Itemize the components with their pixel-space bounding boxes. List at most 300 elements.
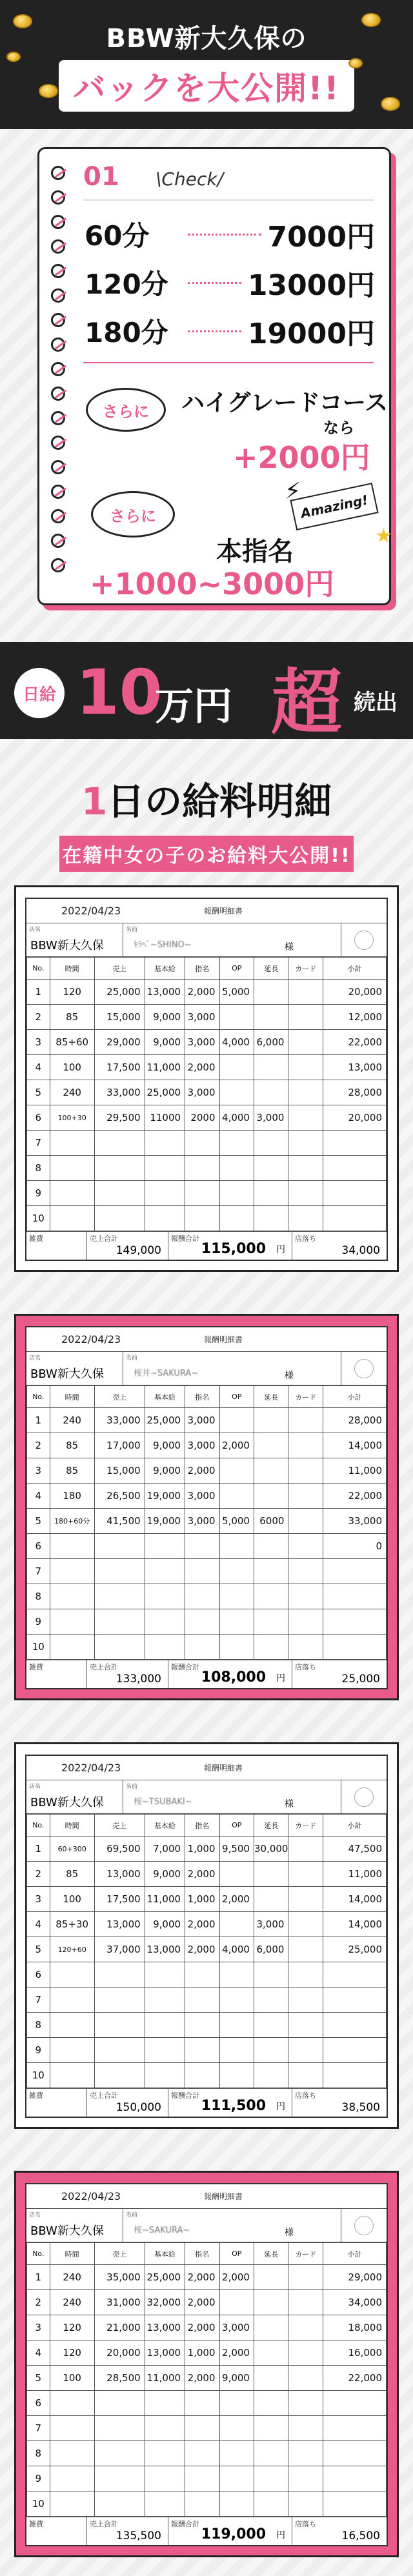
slip-date: 2022/04/23: [61, 1762, 121, 1774]
table-cell: [185, 1156, 219, 1181]
table-cell: [219, 2466, 254, 2491]
table-cell: [254, 2063, 288, 2088]
table-cell: 1,000: [185, 1836, 219, 1862]
hoshu-total: 119,000: [201, 2526, 266, 2542]
yen-label: 円: [276, 1673, 285, 1684]
divider: [83, 362, 374, 363]
table-cell: 180+60分: [50, 1509, 94, 1534]
table-cell: 17,500: [94, 1887, 145, 1912]
banner-unit: 万円: [155, 684, 232, 729]
table-cell: [185, 1609, 219, 1635]
slip-name-row: [26, 2209, 387, 2242]
table-cell: [219, 1987, 254, 2013]
slip-header: [26, 1756, 387, 1780]
ring-icon: [51, 485, 65, 499]
table-cell: [288, 2491, 323, 2517]
shop-name: BBW新大久保: [30, 1796, 104, 1809]
table-cell: [219, 1559, 254, 1584]
banner-cho: 超: [271, 661, 342, 744]
column-header: 基本給: [145, 1815, 185, 1836]
table-cell: [219, 1609, 254, 1635]
slip-date: 2022/04/23: [61, 905, 121, 917]
uriage-label: 売上合計: [90, 2520, 118, 2528]
tenbo-cell: [292, 2517, 387, 2545]
table-cell: [254, 2315, 288, 2340]
table-cell: [219, 1080, 254, 1105]
table-cell: 11,000: [323, 1862, 386, 1887]
table-cell: 120+60: [50, 1937, 94, 1962]
table-cell: 0: [323, 1534, 386, 1559]
column-header: 小計: [323, 958, 386, 980]
table-cell: [145, 1156, 185, 1181]
table-cell: 9: [27, 1181, 50, 1206]
column-header: 売上: [94, 1386, 145, 1408]
ring-icon: [51, 215, 65, 229]
table-cell: 6,000: [254, 1937, 288, 1962]
table-row: [27, 2315, 387, 2340]
table-cell: [185, 2038, 219, 2063]
table-cell: [94, 2013, 145, 2038]
table-cell: [323, 1181, 386, 1206]
table-cell: [288, 1635, 323, 1660]
table-cell: 120: [50, 2315, 94, 2340]
table-cell: [94, 1206, 145, 1231]
tenbo-label: 店落ち: [295, 2091, 316, 2100]
table-cell: 2,000: [219, 2265, 254, 2290]
table-cell: [254, 1534, 288, 1559]
column-header: 時間: [50, 958, 94, 980]
table-cell: 3: [27, 1030, 50, 1055]
table-cell: [254, 1609, 288, 1635]
table-row: [27, 1836, 387, 1862]
table-cell: 14,000: [323, 1433, 386, 1458]
table-row: [27, 2466, 387, 2491]
table-cell: 4: [27, 1912, 50, 1937]
table-cell: [254, 1987, 288, 2013]
column-header: No.: [27, 2243, 50, 2265]
zakkyo-label: 雑費: [29, 1663, 43, 1671]
table-cell: 33,000: [94, 1080, 145, 1105]
ring-icon: [51, 558, 65, 572]
table-cell: [145, 1635, 185, 1660]
table-cell: 28,500: [94, 2366, 145, 2391]
hoshu-cell: [168, 1660, 292, 1688]
table-cell: 10: [27, 1635, 50, 1660]
tenbo-total: 25,000: [341, 1673, 380, 1685]
table-cell: 29,000: [323, 2265, 386, 2290]
table-cell: 25,000: [145, 1408, 185, 1433]
table-cell: [145, 2416, 185, 2441]
table-row: [27, 1559, 387, 1584]
coin-icon: [39, 84, 58, 98]
hoshu-label: 報酬合計: [171, 1234, 199, 1243]
table-row: [27, 2491, 387, 2517]
table-cell: [288, 1433, 323, 1458]
table-cell: 22,000: [323, 2366, 386, 2391]
table-cell: [288, 1458, 323, 1484]
slip-table: [26, 2242, 387, 2517]
table-row: [27, 2038, 387, 2063]
stamp-icon: [354, 1787, 374, 1807]
table-cell: [94, 2491, 145, 2517]
table-cell: [288, 1836, 323, 1862]
table-cell: 9,000: [145, 1005, 185, 1030]
table-cell: 3,000: [254, 1105, 288, 1131]
column-header: OP: [219, 958, 254, 980]
table-cell: 2,000: [185, 1862, 219, 1887]
pay-slip: [14, 2171, 399, 2557]
table-cell: [254, 1433, 288, 1458]
divider: [83, 199, 374, 201]
column-header: 小計: [323, 1815, 386, 1836]
table-cell: [50, 1181, 94, 1206]
table-cell: 17,500: [94, 1055, 145, 1080]
table-cell: 1,000: [185, 1887, 219, 1912]
table-cell: 33,000: [323, 1509, 386, 1534]
table-cell: 29,500: [94, 1105, 145, 1131]
table-cell: 240: [50, 2265, 94, 2290]
table-cell: [323, 2491, 386, 2517]
table-cell: [323, 2038, 386, 2063]
table-cell: [219, 1484, 254, 1509]
column-header: 延長: [254, 958, 288, 980]
table-cell: [288, 1887, 323, 1912]
table-cell: [185, 1635, 219, 1660]
table-cell: [50, 2491, 94, 2517]
table-cell: [219, 2491, 254, 2517]
slip-name-row: [26, 923, 387, 957]
table-cell: [288, 1962, 323, 1987]
tenbo-cell: [292, 1232, 387, 1260]
price-row: [85, 262, 375, 303]
header-title-line1: BBW新大久保の: [106, 23, 307, 54]
slip-header: [26, 899, 387, 923]
column-header: 時間: [50, 2243, 94, 2265]
dotted-leader: [188, 282, 241, 284]
table-row: [27, 1534, 387, 1559]
table-cell: 14,000: [323, 1887, 386, 1912]
table-cell: 15,000: [94, 1005, 145, 1030]
ring-icon: [51, 509, 65, 523]
table-cell: 32,000: [145, 2290, 185, 2315]
table-cell: 100: [50, 2366, 94, 2391]
table-cell: 85: [50, 1005, 94, 1030]
column-header: 時間: [50, 1386, 94, 1408]
table-cell: 16,000: [323, 2340, 386, 2366]
hoshu-label: 報酬合計: [171, 2520, 199, 2528]
amazing-tag: Amazing!: [290, 483, 378, 530]
banner-zokushutsu: 続出: [354, 690, 398, 716]
table-cell: 34,000: [323, 2290, 386, 2315]
table-cell: [145, 2391, 185, 2416]
table-cell: 17,000: [94, 1433, 145, 1458]
hoshu-total: 111,500: [201, 2098, 266, 2114]
table-cell: 3,000: [185, 1030, 219, 1055]
table-cell: [219, 1534, 254, 1559]
uriage-total: 133,000: [116, 1673, 161, 1685]
slip-sheet: [25, 1326, 388, 1689]
banner-number: 10: [76, 656, 163, 729]
yen-label: 円: [276, 2102, 285, 2112]
column-header: 延長: [254, 1815, 288, 1836]
sama-label: 様: [285, 942, 294, 952]
table-cell: 9,000: [145, 1912, 185, 1937]
table-cell: [288, 1105, 323, 1131]
table-cell: [145, 2441, 185, 2466]
table-cell: 9,000: [219, 2366, 254, 2391]
slip-table: [26, 1385, 387, 1660]
table-cell: [254, 1887, 288, 1912]
table-cell: [254, 1005, 288, 1030]
slip-sheet: [25, 2183, 388, 2546]
table-cell: [94, 1559, 145, 1584]
hoshu-label: 報酬合計: [171, 2091, 199, 2100]
table-cell: 2,000: [185, 980, 219, 1005]
table-cell: [219, 1584, 254, 1609]
table-cell: [254, 2366, 288, 2391]
table-cell: 4: [27, 1055, 50, 1080]
table-cell: 6: [27, 1962, 50, 1987]
price-row: [85, 310, 375, 352]
uriage-total: 135,500: [116, 2530, 161, 2542]
table-cell: 6: [27, 1105, 50, 1131]
table-cell: [145, 2491, 185, 2517]
yen-label: 円: [276, 1245, 285, 1255]
table-cell: 60+300: [50, 1836, 94, 1862]
table-cell: 6,000: [254, 1030, 288, 1055]
table-cell: [254, 1080, 288, 1105]
slip-footer: [26, 1660, 387, 1688]
table-cell: 5: [27, 1080, 50, 1105]
slip-sheet: [25, 1755, 388, 2118]
shop-cell: [26, 1780, 123, 1813]
table-cell: 25,000: [145, 2265, 185, 2290]
name-cell: [123, 1352, 341, 1385]
table-cell: [94, 1987, 145, 2013]
table-cell: [254, 1408, 288, 1433]
table-row: [27, 1080, 387, 1105]
column-header: 指名: [185, 958, 219, 980]
table-cell: [254, 2466, 288, 2491]
tenbo-cell: [292, 1660, 387, 1688]
column-header: 基本給: [145, 2243, 185, 2265]
table-cell: [254, 1458, 288, 1484]
shop-label: 店名: [29, 1355, 41, 1362]
table-cell: [254, 1156, 288, 1181]
table-cell: [288, 1131, 323, 1156]
table-cell: 2000: [185, 1105, 219, 1131]
table-cell: 5: [27, 1937, 50, 1962]
table-cell: [323, 1962, 386, 1987]
slip-table: [26, 957, 387, 1231]
table-cell: 2,000: [219, 2340, 254, 2366]
table-cell: [50, 1609, 94, 1635]
column-header: 指名: [185, 1815, 219, 1836]
table-cell: [323, 1559, 386, 1584]
table-cell: [288, 1408, 323, 1433]
yen-label: 円: [276, 2530, 285, 2541]
table-cell: [288, 1912, 323, 1937]
table-row: [27, 1962, 387, 1987]
table-row: [27, 1912, 387, 1937]
table-cell: [185, 1987, 219, 2013]
table-cell: [254, 1635, 288, 1660]
column-header: 売上: [94, 1815, 145, 1836]
table-cell: [50, 1635, 94, 1660]
table-cell: 35,000: [94, 2265, 145, 2290]
table-cell: 4,000: [219, 1105, 254, 1131]
table-cell: 10: [27, 1206, 50, 1231]
stamp-cell: [341, 1780, 387, 1813]
table-cell: [288, 1030, 323, 1055]
column-header: 小計: [323, 2243, 386, 2265]
tenbo-cell: [292, 2089, 387, 2117]
table-cell: [288, 980, 323, 1005]
table-cell: 33,000: [94, 1408, 145, 1433]
table-cell: 20,000: [94, 2340, 145, 2366]
table-row: [27, 1030, 387, 1055]
breakdown-title-num: 1: [81, 780, 108, 823]
table-cell: 85: [50, 1862, 94, 1887]
column-header: カード: [288, 2243, 323, 2265]
ring-icon: [51, 362, 65, 376]
table-cell: [94, 2391, 145, 2416]
column-header: 指名: [185, 1386, 219, 1408]
uriage-cell: [87, 1232, 168, 1260]
price-time: 60分: [85, 220, 150, 252]
table-cell: [145, 1609, 185, 1635]
table-cell: [219, 1912, 254, 1937]
table-cell: 7: [27, 1987, 50, 2013]
girl-name: 桜井~SAKURA~: [134, 1369, 199, 1378]
table-cell: 2,000: [185, 2366, 219, 2391]
table-cell: 28,000: [323, 1408, 386, 1433]
table-cell: [145, 2013, 185, 2038]
dotted-leader: [188, 330, 241, 332]
table-cell: 3,000: [185, 1408, 219, 1433]
table-cell: 20,000: [323, 1105, 386, 1131]
table-cell: [185, 1181, 219, 1206]
slip-doc-title: 報酬明細書: [203, 2192, 243, 2201]
table-cell: [323, 2416, 386, 2441]
tenbo-total: 38,500: [341, 2101, 380, 2114]
coin-icon: [348, 58, 363, 68]
column-header: カード: [288, 1386, 323, 1408]
shop-name: BBW新大久保: [30, 939, 104, 952]
table-cell: [50, 2416, 94, 2441]
slip-date: 2022/04/23: [61, 2190, 121, 2202]
lightning-icon: ⚡: [285, 478, 301, 505]
shop-name: BBW新大久保: [30, 2224, 104, 2238]
table-cell: [50, 1987, 94, 2013]
table-cell: 3,000: [185, 1484, 219, 1509]
table-cell: 7,000: [145, 1836, 185, 1862]
table-cell: [288, 1484, 323, 1509]
table-cell: [219, 1962, 254, 1987]
column-header: No.: [27, 958, 50, 980]
tenbo-label: 店落ち: [295, 1663, 316, 1671]
table-cell: [288, 2340, 323, 2366]
hoshu-label: 報酬合計: [171, 1663, 199, 1671]
zakkyo-cell: [26, 1660, 87, 1688]
table-cell: [288, 2391, 323, 2416]
table-cell: 240: [50, 1408, 94, 1433]
table-cell: 13,000: [94, 1862, 145, 1887]
table-cell: 20,000: [323, 980, 386, 1005]
stamp-cell: [341, 2209, 387, 2242]
table-cell: [185, 2013, 219, 2038]
table-header-row: [27, 2243, 387, 2265]
table-cell: 7: [27, 1559, 50, 1584]
table-cell: 28,000: [323, 1080, 386, 1105]
table-cell: [254, 1484, 288, 1509]
table-cell: [94, 2063, 145, 2088]
table-cell: [50, 1534, 94, 1559]
slip-footer: [26, 2088, 387, 2117]
table-cell: 22,000: [323, 1030, 386, 1055]
table-cell: 3,000: [185, 1080, 219, 1105]
ring-icon: [51, 436, 65, 450]
name-cell: [123, 923, 341, 956]
table-cell: [254, 2265, 288, 2290]
sama-label: 様: [285, 2228, 294, 2238]
table-cell: [94, 1584, 145, 1609]
table-cell: 3,000: [185, 1005, 219, 1030]
table-cell: [323, 1987, 386, 2013]
table-cell: [145, 1534, 185, 1559]
table-cell: [254, 2038, 288, 2063]
table-cell: 13,000: [145, 980, 185, 1005]
price-yen: 7000円: [267, 221, 375, 254]
shop-cell: [26, 2209, 123, 2242]
table-row: [27, 1887, 387, 1912]
sama-label: 様: [285, 1371, 294, 1381]
column-header: カード: [288, 1815, 323, 1836]
column-header: OP: [219, 1815, 254, 1836]
column-header: 売上: [94, 958, 145, 980]
table-cell: 3,000: [254, 1912, 288, 1937]
table-cell: [254, 1962, 288, 1987]
table-cell: 2,000: [185, 1458, 219, 1484]
honshimei-title: 本指名: [216, 537, 294, 567]
table-cell: [288, 1005, 323, 1030]
table-cell: 8: [27, 1156, 50, 1181]
table-row: [27, 1584, 387, 1609]
table-cell: 2,000: [185, 2290, 219, 2315]
name-label: 名前: [126, 2212, 138, 2219]
ring-icon: [51, 337, 65, 352]
table-row: [27, 2290, 387, 2315]
table-cell: 15,000: [94, 1458, 145, 1484]
table-row: [27, 1862, 387, 1887]
table-cell: [288, 1559, 323, 1584]
table-cell: 9: [27, 2466, 50, 2491]
slip-header: [26, 1327, 387, 1352]
coin-icon: [381, 97, 400, 111]
table-cell: 2,000: [185, 2265, 219, 2290]
shop-label: 店名: [29, 2212, 41, 2219]
table-cell: 13,000: [145, 2340, 185, 2366]
table-row: [27, 2441, 387, 2466]
highgrade-nara: なら: [323, 419, 354, 437]
table-cell: 2: [27, 1005, 50, 1030]
table-cell: [288, 2063, 323, 2088]
slip-doc-title: 報酬明細書: [203, 1335, 243, 1344]
table-cell: [94, 1962, 145, 1987]
table-cell: [288, 1862, 323, 1887]
table-cell: [50, 1559, 94, 1584]
table-cell: [94, 2441, 145, 2466]
